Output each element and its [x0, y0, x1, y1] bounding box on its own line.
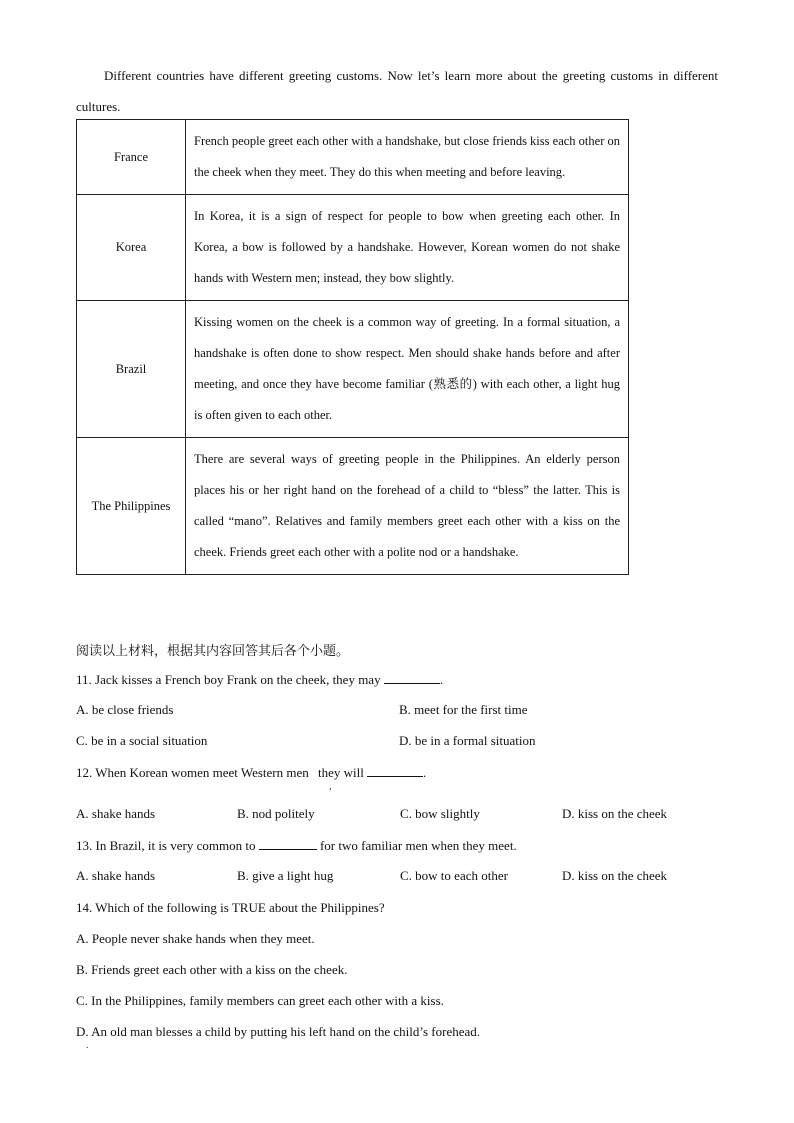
question-12-stem: [76, 764, 426, 781]
q14-option-c[interactable]: C. In the Philippines, family members can greet each other with a kiss.: [76, 993, 444, 1008]
table-row: [77, 301, 629, 438]
intro-paragraph: [76, 60, 718, 122]
stray-mark: ,: [329, 781, 332, 792]
q13-option-b[interactable]: B. give a light hug: [237, 868, 334, 883]
question-text-end: for two familiar men when they meet.: [316, 838, 517, 853]
question-text-mid: they will: [318, 765, 368, 780]
q13-option-d[interactable]: D. kiss on the cheek: [562, 868, 668, 883]
q14-option-a[interactable]: A. People never shake hands when they meet.: [76, 931, 315, 946]
instruction-text: 阅读以上材料，根据其内容回答其后各个小题。: [76, 643, 350, 658]
question-text: 11. Jack kisses a French boy Frank on the cheek, they may: [76, 672, 384, 687]
question-13-stem: [76, 837, 517, 854]
answer-blank: [384, 671, 440, 684]
country-cell: Brazil: [77, 301, 186, 438]
question-text-end: .: [423, 765, 427, 780]
q12-option-b[interactable]: B. nod politely: [237, 806, 315, 821]
stray-mark: .: [86, 1040, 89, 1051]
question-text: 13. In Brazil, it is very common to: [76, 838, 259, 853]
greeting-customs-table: [76, 119, 629, 575]
description-cell: French people greet each other with a handshake, but close friends kiss each other on the cheek when they meet. They do this when meeting and before leaving.: [186, 120, 629, 195]
intro-text: Different countries have different greeting customs. Now let’s learn more about the greeting customs in different cultures.: [76, 68, 718, 114]
answer-blank: [259, 837, 317, 850]
q12-option-d[interactable]: D. kiss on the cheek: [562, 806, 668, 821]
q11-option-c[interactable]: C. be in a social situation: [76, 733, 208, 748]
country-cell: Korea: [77, 195, 186, 301]
question-text-end: .: [439, 672, 444, 687]
q14-option-b[interactable]: B. Friends greet each other with a kiss on the cheek.: [76, 962, 348, 977]
answer-blank: [367, 764, 423, 777]
question-11-stem: [76, 671, 443, 688]
q11-option-b[interactable]: B. meet for the first time: [399, 702, 528, 717]
q12-option-c[interactable]: C. bow slightly: [400, 806, 480, 821]
question-text: 12. When Korean women meet Western men: [76, 765, 309, 780]
q13-option-c[interactable]: C. bow to each other: [400, 868, 508, 883]
q11-option-d[interactable]: D. be in a formal situation: [399, 733, 536, 748]
q12-option-a[interactable]: A. shake hands: [76, 806, 156, 821]
country-cell: The Philippines: [77, 438, 186, 575]
description-cell: Kissing women on the cheek is a common way of greeting. In a formal situation, a handshake is often done to show respect. Men should shake hands before and after meeting, and once they have become familiar (熟悉的) with each other, a light hug is often given to each other.: [186, 301, 629, 438]
question-14-stem: 14. Which of the following is TRUE about the Philippines?: [76, 900, 385, 915]
country-cell: France: [77, 120, 186, 195]
table-row: [77, 120, 629, 195]
description-cell: In Korea, it is a sign of respect for people to bow when greeting each other. In Korea, a bow is followed by a handshake. However, Korean women do not shake hands with Western men; instead, they bow slightly.: [186, 195, 629, 301]
table-row: [77, 438, 629, 575]
q11-option-a[interactable]: A. be close friends: [76, 702, 174, 717]
description-cell: There are several ways of greeting people in the Philippines. An elderly person places his or her right hand on the forehead of a child to “bless” the latter. This is called “mano”. Relatives and family members greet each other with a kiss on the cheek. Friends greet each other with a polite nod or a handshake.: [186, 438, 629, 575]
q13-option-a[interactable]: A. shake hands: [76, 868, 156, 883]
table-row: [77, 195, 629, 301]
q14-option-d[interactable]: D. An old man blesses a child by putting his left hand on the child’s forehead.: [76, 1024, 481, 1039]
